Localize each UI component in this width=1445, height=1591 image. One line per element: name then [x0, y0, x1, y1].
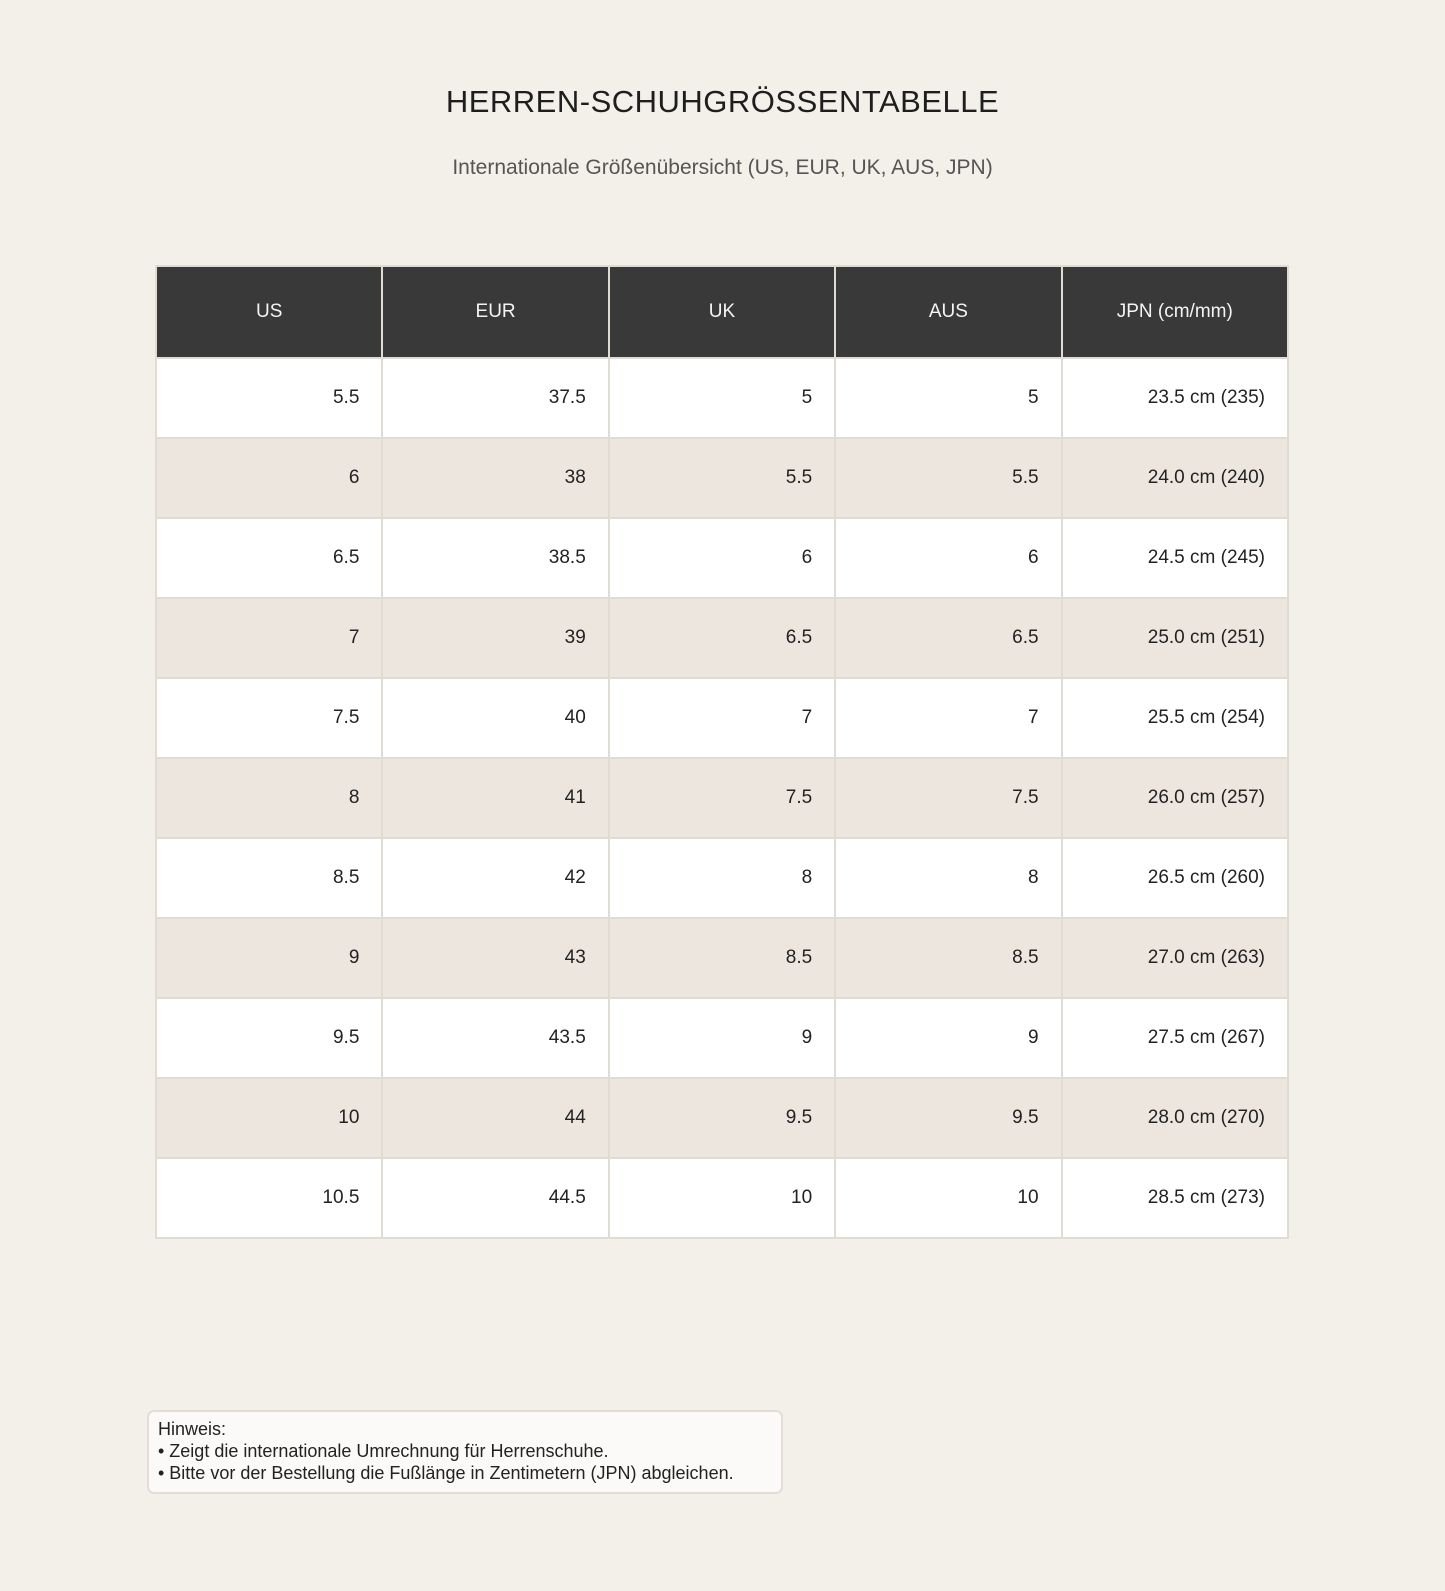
- column-header-jpn: JPN (cm/mm): [1062, 266, 1288, 358]
- cell-aus: 8.5: [835, 918, 1061, 998]
- cell-eur: 44.5: [382, 1158, 608, 1238]
- cell-aus: 9.5: [835, 1078, 1061, 1158]
- cell-eur: 43.5: [382, 998, 608, 1078]
- column-header-uk: UK: [609, 266, 835, 358]
- cell-uk: 6.5: [609, 598, 835, 678]
- cell-jpn: 25.0 cm (251): [1062, 598, 1288, 678]
- table-row: [156, 1158, 1288, 1238]
- note-line: • Zeigt die internationale Umrechnung für Herrenschuhe.: [158, 1441, 609, 1461]
- cell-aus: 7: [835, 678, 1061, 758]
- cell-uk: 5: [609, 358, 835, 438]
- cell-aus: 8: [835, 838, 1061, 918]
- cell-us: 7: [156, 598, 382, 678]
- cell-aus: 6: [835, 518, 1061, 598]
- cell-jpn: 23.5 cm (235): [1062, 358, 1288, 438]
- table-row: [156, 998, 1288, 1078]
- table-row: [156, 598, 1288, 678]
- cell-uk: 8: [609, 838, 835, 918]
- note-heading: Hinweis:: [158, 1419, 227, 1439]
- cell-us: 7.5: [156, 678, 382, 758]
- cell-jpn: 27.5 cm (267): [1062, 998, 1288, 1078]
- table-row: [156, 838, 1288, 918]
- cell-eur: 38: [382, 438, 608, 518]
- table-row: [156, 1078, 1288, 1158]
- cell-us: 8.5: [156, 838, 382, 918]
- page-subtitle: Internationale Größenübersicht (US, EUR, UK, AUS, JPN): [452, 156, 993, 179]
- cell-eur: 43: [382, 918, 608, 998]
- cell-uk: 5.5: [609, 438, 835, 518]
- cell-us: 5.5: [156, 358, 382, 438]
- cell-us: 6.5: [156, 518, 382, 598]
- cell-us: 8: [156, 758, 382, 838]
- cell-uk: 8.5: [609, 918, 835, 998]
- table-row: [156, 678, 1288, 758]
- cell-us: 9: [156, 918, 382, 998]
- cell-us: 10: [156, 1078, 382, 1158]
- cell-jpn: 24.0 cm (240): [1062, 438, 1288, 518]
- cell-aus: 6.5: [835, 598, 1061, 678]
- cell-us: 9.5: [156, 998, 382, 1078]
- table-row: [156, 758, 1288, 838]
- cell-us: 6: [156, 438, 382, 518]
- cell-aus: 10: [835, 1158, 1061, 1238]
- table-row: [156, 438, 1288, 518]
- cell-eur: 37.5: [382, 358, 608, 438]
- cell-aus: 5.5: [835, 438, 1061, 518]
- cell-uk: 7.5: [609, 758, 835, 838]
- cell-aus: 7.5: [835, 758, 1061, 838]
- cell-uk: 9: [609, 998, 835, 1078]
- cell-eur: 38.5: [382, 518, 608, 598]
- cell-eur: 44: [382, 1078, 608, 1158]
- note-line: • Bitte vor der Bestellung die Fußlänge in Zentimetern (JPN) abgleichen.: [158, 1463, 734, 1483]
- cell-uk: 9.5: [609, 1078, 835, 1158]
- page-title: HERREN-SCHUHGRÖSSENTABELLE: [445, 84, 1000, 119]
- cell-jpn: 27.0 cm (263): [1062, 918, 1288, 998]
- cell-uk: 7: [609, 678, 835, 758]
- cell-us: 10.5: [156, 1158, 382, 1238]
- cell-jpn: 26.0 cm (257): [1062, 758, 1288, 838]
- cell-eur: 42: [382, 838, 608, 918]
- cell-uk: 6: [609, 518, 835, 598]
- cell-jpn: 28.5 cm (273): [1062, 1158, 1288, 1238]
- column-header-eur: EUR: [382, 266, 608, 358]
- table-row: [156, 358, 1288, 438]
- column-header-us: US: [156, 266, 382, 358]
- cell-eur: 41: [382, 758, 608, 838]
- note-box: [147, 1410, 783, 1494]
- cell-eur: 40: [382, 678, 608, 758]
- table-row: [156, 518, 1288, 598]
- cell-jpn: 26.5 cm (260): [1062, 838, 1288, 918]
- cell-aus: 9: [835, 998, 1061, 1078]
- cell-jpn: 25.5 cm (254): [1062, 678, 1288, 758]
- cell-jpn: 28.0 cm (270): [1062, 1078, 1288, 1158]
- table-row: [156, 918, 1288, 998]
- size-table: [155, 265, 1289, 1239]
- cell-aus: 5: [835, 358, 1061, 438]
- cell-eur: 39: [382, 598, 608, 678]
- table-header-row: [156, 266, 1288, 358]
- cell-uk: 10: [609, 1158, 835, 1238]
- column-header-aus: AUS: [835, 266, 1061, 358]
- cell-jpn: 24.5 cm (245): [1062, 518, 1288, 598]
